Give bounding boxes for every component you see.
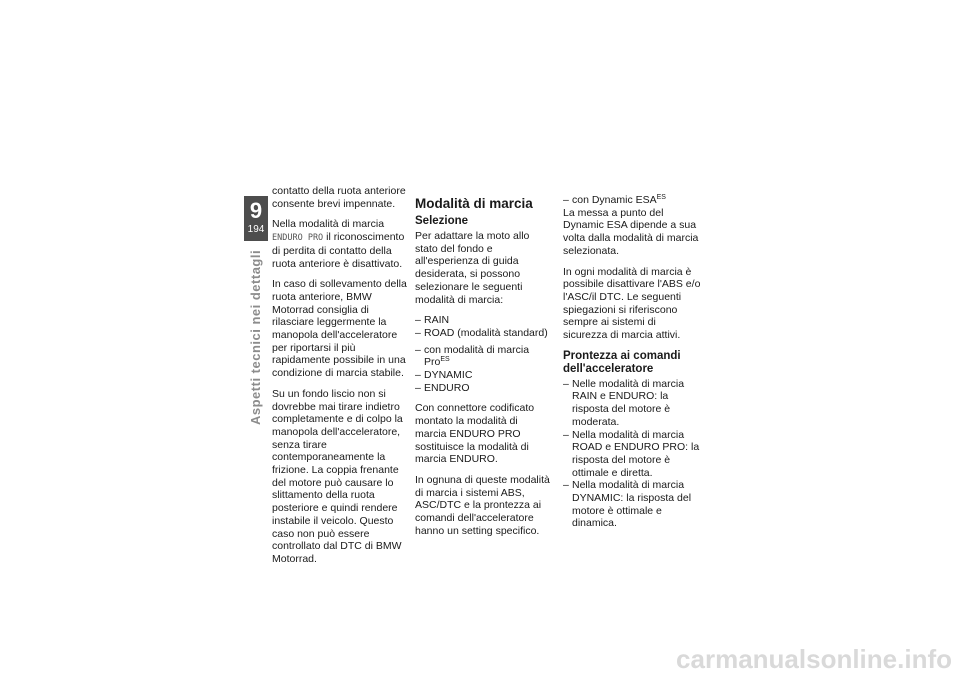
mode-name: ENDURO PRO <box>272 233 324 244</box>
text-span: con modalità di marcia Pro <box>424 343 530 369</box>
list-item <box>415 344 550 369</box>
chapter-title: Aspetti tecnici nei dettagli <box>248 249 263 425</box>
watermark: carmanualsonline.info <box>676 644 952 674</box>
list-item: – ENDURO <box>415 382 550 395</box>
option-marker: ES <box>656 194 666 201</box>
list-item: – DYNAMIC <box>415 369 550 382</box>
paragraph: In ognuna di queste modalità di marcia i sistemi ABS, ASC/DTC e la prontezza ai comandi dell'acceleratore hanno un setting specifico. <box>415 473 550 537</box>
paragraph: La messa a punto del Dynamic ESA dipende a sua volta dalla modalità di marcia selezionata. <box>563 206 699 257</box>
list-item: – RAIN <box>415 314 550 327</box>
text-column-2 <box>415 196 550 545</box>
section-heading: Modalità di marcia <box>415 196 533 211</box>
section-subheading: Prontezza ai comandi dell'acceleratore <box>563 349 681 375</box>
paragraph: Per adattare la moto allo stato del fondo e all'esperienza di guida desiderata, si possono selezionare le seguenti modalità di marcia: <box>415 230 530 306</box>
section-subheading: Selezione <box>415 215 469 227</box>
chapter-tab <box>244 196 268 241</box>
option-marker: ES <box>440 356 450 364</box>
text-column-1 <box>272 185 408 574</box>
paragraph: In ogni modalità di marcia è possibile disattivare l'ABS e/o l'ASC/il DTC. Le seguenti spiegazioni si riferiscono sempre ai sistemi di sicurezza di marcia attivi. <box>563 265 701 342</box>
text-span: il riconoscimento di perdita di contatto della ruota anteriore è disattivato. <box>272 231 405 270</box>
text-span: con Dynamic ESA <box>572 194 657 206</box>
paragraph: Con connettore codificato montato la modalità di marcia ENDURO PRO sostituisce la modalità di marcia ENDURO. <box>415 402 535 466</box>
option-list <box>563 194 703 207</box>
throttle-list <box>563 378 703 530</box>
list-item <box>563 194 703 207</box>
list-item: – Nella modalità di marcia DYNAMIC: la risposta del motore è ottimale e dinamica. <box>563 479 703 530</box>
paragraph <box>272 218 408 270</box>
paragraph: Su un fondo liscio non si dovrebbe mai tirare indietro completamente e di colpo la manopola dell'acceleratore, senza tirare contemporaneamente la frizione. La coppia frenante del motore può causare lo slittamento della ruota posteriore e quindi rendere instabile il veicolo. Questo caso non può essere controllato dal DTC di BMW Motorrad. <box>272 387 403 565</box>
page-number: 194 <box>247 224 265 235</box>
text-span: Nella modalità di marcia <box>272 218 385 231</box>
text-column-3 <box>563 194 703 538</box>
chapter-number: 9 <box>249 198 263 223</box>
paragraph: In caso di sollevamento della ruota anteriore, BMW Motorrad consiglia di rilasciare leggermente la manopola dell'acceleratore per riportarsi il più rapidamente possibile in una condizione di marcia stabile. <box>272 278 407 380</box>
paragraph: contatto della ruota anteriore consente brevi impennate. <box>272 185 406 210</box>
list-item: – ROAD (modalità standard) <box>415 327 550 340</box>
mode-list <box>415 314 550 394</box>
list-item: – Nella modalità di marcia ROAD e ENDURO PRO: la risposta del motore è ottimale e diretta. <box>563 429 703 480</box>
list-item: – Nelle modalità di marcia RAIN e ENDURO: la risposta del motore è moderata. <box>563 378 703 429</box>
